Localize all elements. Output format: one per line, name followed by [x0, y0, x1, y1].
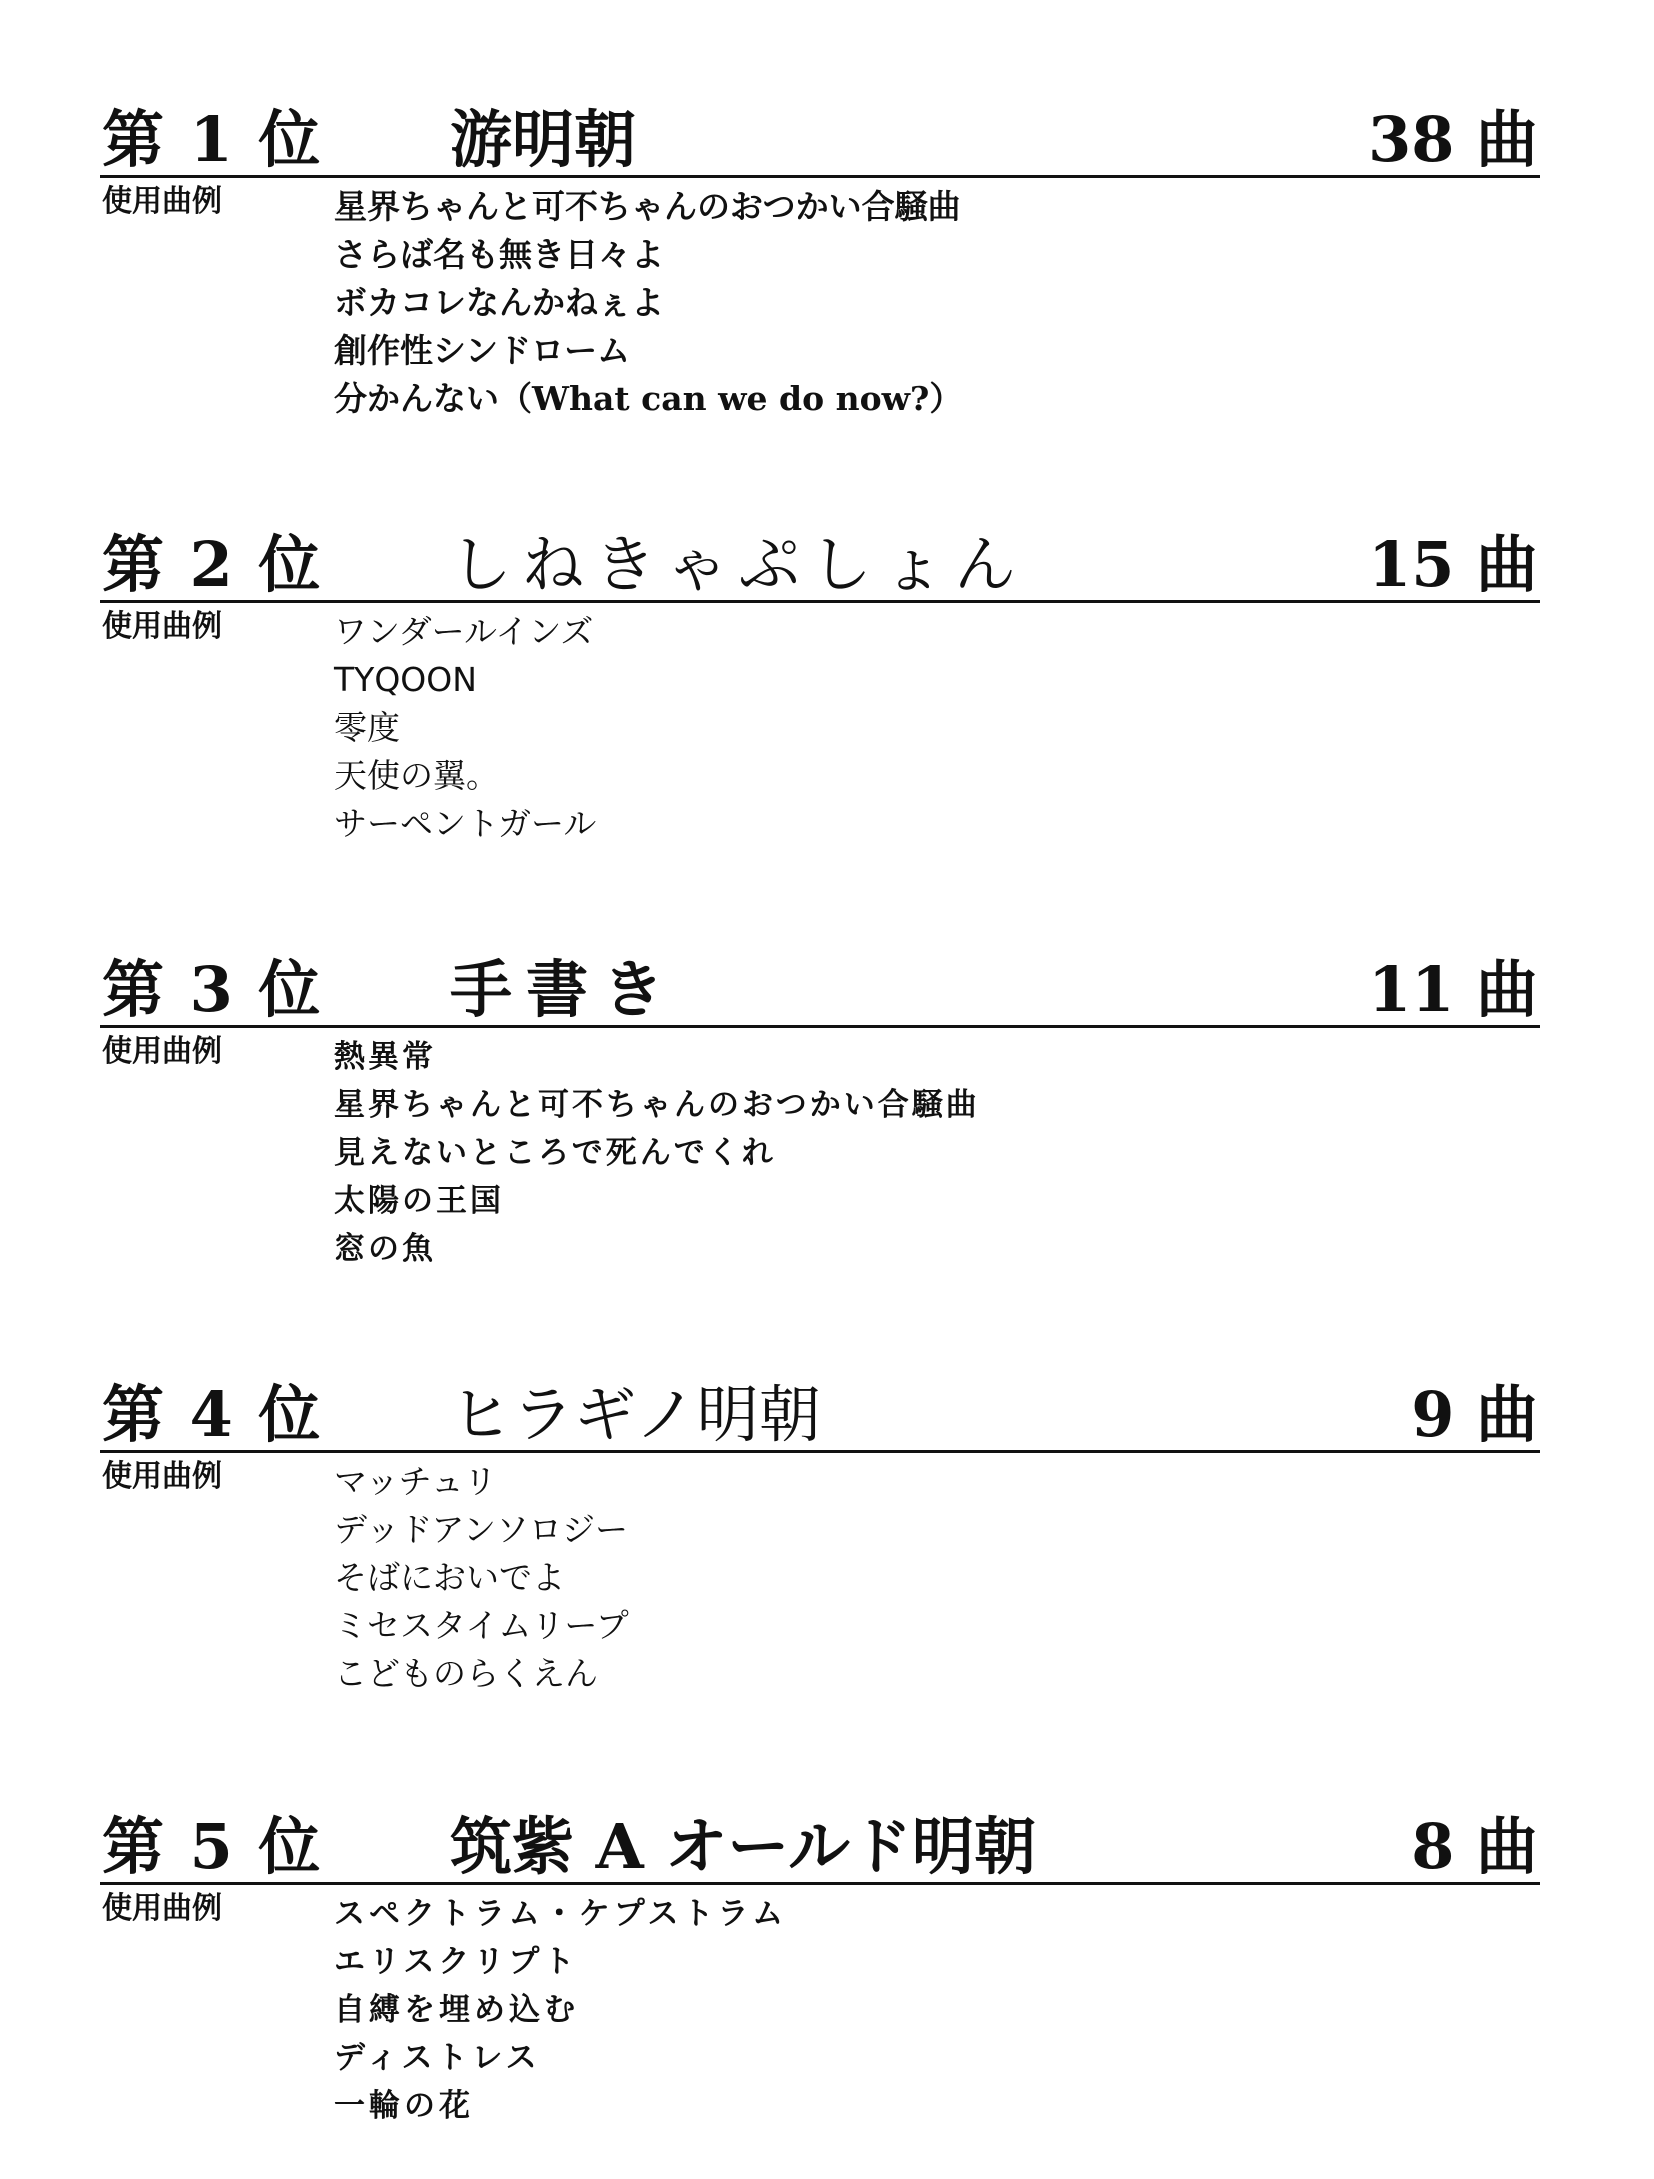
rank-label: 第 3 位: [102, 953, 323, 1026]
song-count: 15 曲: [1368, 528, 1538, 601]
font-name: しねきゃぷしょん: [450, 528, 1027, 601]
usage-examples-label: 使用曲例: [102, 1459, 222, 1494]
usage-examples-label: 使用曲例: [102, 184, 222, 219]
rank-label: 第 5 位: [102, 1810, 323, 1883]
song-list: [334, 1890, 787, 2130]
song-item: 窓の魚: [334, 1231, 436, 1267]
song-item: ミセスタイムリープ: [334, 1606, 629, 1645]
song-list: [334, 183, 962, 423]
song-item: 自縛を埋め込む: [334, 1992, 579, 2028]
song-count: 9 曲: [1411, 1378, 1538, 1451]
font-name: 游明朝: [450, 103, 637, 176]
song-count: 8 曲: [1411, 1810, 1538, 1883]
song-item: ワンダールインズ: [334, 612, 594, 651]
font-name: ヒラギノ明朝: [450, 1378, 821, 1451]
song-item: 熱異常: [334, 1039, 436, 1075]
entry-header: [100, 1370, 1540, 1453]
ranking-entry-4: [100, 1370, 1540, 1693]
song-item: TYQOON: [334, 660, 477, 699]
song-item: こどものらくえん: [334, 1654, 598, 1693]
entry-header: [100, 520, 1540, 603]
ranking-entry-1: [100, 95, 1540, 418]
song-item: 零度: [334, 708, 400, 747]
usage-examples-label: 使用曲例: [102, 1891, 222, 1926]
song-item: 星界ちゃんと可不ちゃんのおつかい合騒曲: [334, 1087, 980, 1123]
song-list: [334, 608, 596, 848]
usage-examples-label: 使用曲例: [102, 1034, 222, 1069]
song-item: 星界ちゃんと可不ちゃんのおつかい合騒曲: [334, 187, 961, 226]
song-item: サーペントガール: [334, 804, 597, 843]
song-item: ディストレス: [334, 2040, 541, 2076]
song-item: 太陽の王国: [334, 1183, 504, 1219]
song-item: 見えないところで死んでくれ: [334, 1135, 776, 1171]
font-name: 筑紫 A オールド明朝: [450, 1810, 1037, 1883]
song-item: 一輪の花: [334, 2088, 474, 2124]
rank-label: 第 1 位: [102, 103, 323, 176]
usage-examples-label: 使用曲例: [102, 609, 222, 644]
ranking-entry-3: [100, 945, 1540, 1267]
song-item: ボカコレなんかねぇよ: [334, 283, 664, 322]
song-item: スペクトラム・ケプストラム: [334, 1896, 788, 1932]
rank-label: 第 4 位: [102, 1378, 323, 1451]
song-item: 創作性シンドローム: [334, 331, 631, 370]
ranking-entry-5: [100, 1802, 1540, 2124]
song-item: デッドアンソロジー: [334, 1510, 629, 1549]
song-item: さらば名も無き日々よ: [334, 235, 664, 274]
song-count: 38 曲: [1368, 103, 1538, 176]
song-list: [334, 1458, 629, 1698]
entry-header: [100, 945, 1540, 1028]
entry-header: [100, 95, 1540, 178]
font-name: 手書き: [450, 953, 679, 1026]
song-item: エリスクリプト: [334, 1944, 579, 1980]
entry-header: [100, 1802, 1540, 1885]
ranking-entry-2: [100, 520, 1540, 843]
song-item: 分かんない（What can we do now?）: [334, 379, 963, 418]
rank-label: 第 2 位: [102, 528, 323, 601]
song-list: [334, 1033, 980, 1273]
song-count: 11 曲: [1368, 953, 1538, 1026]
song-item: 天使の翼。: [334, 756, 499, 795]
song-item: マッチュリ: [334, 1462, 497, 1501]
song-item: そばにおいでよ: [334, 1558, 565, 1597]
